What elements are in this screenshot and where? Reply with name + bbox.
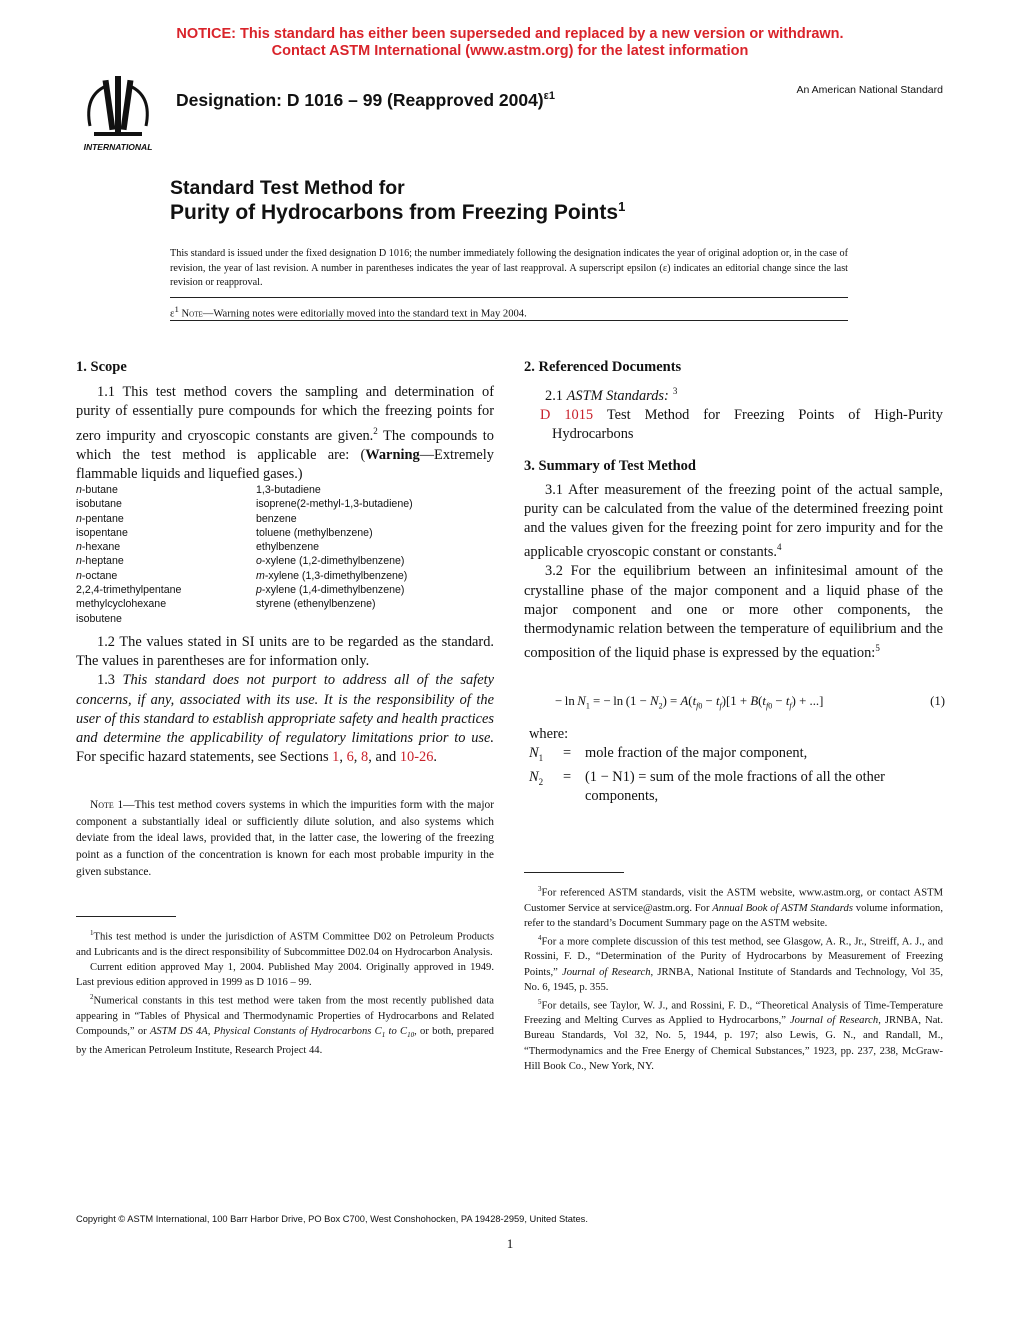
def-text: (1 − N1) = sum of the mole fractions of all the other components,: [585, 769, 885, 805]
compound-item: [76, 569, 256, 583]
referenced-heading: 2. Referenced Documents: [524, 359, 682, 375]
note-label: Note: [181, 308, 203, 320]
footnotes-right: [524, 882, 943, 1074]
footnote-text: , JRNBA, Nat. Bureau Standards, Vol 32, No. 5, 1944, p. 197; also Lewis, G. N., and Randall, M., “Thermodynamics and the Free Energy of Chemical Substances,” 1923, pp. 237, 238, McGraw-Hill Book Co., New York, NY.: [524, 1015, 943, 1072]
compound-prefix: n: [76, 512, 82, 525]
compound-prefix: n: [76, 541, 82, 554]
note-label: Note: [90, 799, 114, 811]
ref-title: Test Method for Freezing Points of High-Purity Hydrocarbons: [552, 407, 943, 443]
para-1-3: [76, 671, 494, 767]
footnote-text: Numerical constants in this test method were taken from the most recently published data appearing in “Tables of Physical and Thermodynamic Properties of Hydrocarbons and Related Compounds,” or: [76, 995, 494, 1037]
warning-text: —Extremely flammable liquids and liquefied gases.): [76, 446, 494, 482]
compound-item: [256, 583, 496, 597]
para-num: 1.1: [97, 384, 115, 401]
title-line-1: Standard Test Method for: [170, 177, 405, 199]
para-3-1: [524, 481, 943, 563]
compound-item: [76, 540, 256, 554]
compound-name: -xylene (1,2-dimethylbenzene): [261, 555, 405, 568]
compound-item: [256, 512, 496, 526]
notice-line-1: NOTICE: This standard has either been superseded and replaced by a new version or withdrawn.: [176, 26, 844, 42]
para-num: 3.1: [545, 481, 563, 498]
american-national-standard: An American National Standard: [796, 84, 943, 96]
designation-text: Designation: D 1016 – 99 (Reapproved 2004): [176, 90, 544, 110]
logo-caption: INTERNATIONAL: [83, 142, 153, 152]
compound-item: [76, 497, 256, 511]
compound-item: [76, 554, 256, 568]
epsilon-note-text: —Warning notes were editorially moved into the standard text in May 2004.: [202, 308, 527, 320]
compound-name: ethylbenzene: [256, 541, 320, 554]
para-2-1: [524, 382, 943, 406]
compound-item: [76, 526, 256, 540]
compound-name: isopentane: [76, 526, 128, 539]
footnote-sup: 1: [90, 929, 94, 937]
subscript: 1: [381, 1030, 386, 1039]
def-text: mole fraction of the major component,: [585, 745, 808, 762]
para-num: 3.2: [545, 563, 563, 580]
def-symbol: N: [529, 769, 539, 786]
compound-item: [256, 540, 496, 554]
compound-prefix: m: [256, 569, 265, 582]
compound-item: [256, 483, 496, 497]
para-1-2: [76, 633, 494, 671]
where-block: [529, 725, 943, 807]
footnote-2: [76, 990, 494, 1058]
compound-item: [256, 497, 496, 511]
def-eq: =: [563, 769, 572, 786]
footnote-rule: [76, 916, 176, 917]
compound-prefix: o: [256, 555, 262, 568]
def-sub: 1: [538, 753, 544, 764]
compound-name: -hexane: [81, 541, 121, 554]
compound-name: -xylene (1,4-dimethylbenzene): [261, 584, 405, 597]
footnote-italic: to C: [385, 1025, 408, 1037]
footnote-3: [524, 882, 943, 931]
footnote-ref: 4: [776, 542, 782, 553]
epsilon-mark: ε: [170, 308, 175, 320]
compound-prefix: n: [76, 569, 82, 582]
section-link-10-26[interactable]: 10-26: [399, 749, 434, 766]
withdrawal-notice: [0, 26, 1020, 60]
def-eq: =: [563, 745, 572, 762]
footnote-sup: 4: [538, 933, 542, 942]
compound-name: -butane: [81, 484, 118, 496]
para-num: 2.1: [545, 388, 563, 404]
and-word: and: [375, 749, 397, 766]
compound-name: benzene: [256, 512, 297, 525]
footnote-1: [76, 926, 494, 960]
punct: ,: [339, 749, 343, 766]
punct: ,: [368, 749, 372, 766]
epsilon-note: [170, 304, 527, 320]
def-n1: [529, 744, 943, 768]
compound-item: [256, 597, 496, 611]
title-text: Purity of Hydrocarbons from Freezing Points: [170, 201, 619, 224]
referenced-section: [524, 358, 943, 663]
para-text: The compounds to which the test method is applicable are: (: [76, 427, 494, 463]
footnote-text: , JRNBA, National Institute of Standards and Technology, Vol 35, No. 6, 1945, p. 355.: [524, 966, 943, 993]
compound-prefix: n: [76, 484, 82, 496]
compound-item: [76, 597, 256, 611]
compound-name: -octane: [81, 569, 118, 582]
compound-item: [76, 512, 256, 526]
d1015-link[interactable]: D 1015: [540, 407, 594, 424]
footnote-text: For a more complete discussion of this test method, see Glasgow, A. R., Jr., Streiff, A. J., and Rossini, F. D., “Determination of the Purity of Hydrocarbons by Measurement of Freezing Points,”: [524, 936, 943, 978]
equation-body: − $\ln N_1$ = − $\ln (1 - N_2) = A(t_{f0} - t_f)[1 + B(t_{f0} - t_f)$ + ...]: [555, 694, 824, 711]
note-text: —This test method covers systems in which the impurities form with the major component a substantially ideal or sufficiently dilute solution, and also systems which deviate from the ideal laws, provided that, in the latter case, the lowering of the freezing point as a function of the concentration is known for each most probable impurity in the given substance.: [76, 799, 494, 878]
def-symbol: N: [529, 745, 539, 762]
warning-label: Warning: [365, 446, 420, 463]
footnote-italic: Journal of Research: [789, 1015, 879, 1027]
footnote-ref: 5: [875, 643, 880, 654]
para-3-2: [524, 562, 943, 663]
compound-item: [256, 526, 496, 540]
compound-name: -xylene (1,3-dimethylbenzene): [264, 569, 408, 582]
para-italic: ASTM Standards:: [566, 388, 669, 404]
compound-name: 2,2,4-trimethylpentane: [76, 584, 182, 597]
footnotes-left: [76, 926, 494, 1058]
footnote-4: [524, 931, 943, 995]
compounds-list-right: [256, 483, 496, 612]
issued-paragraph: This standard is issued under the fixed designation D 1016; the number immediately following the designation indicates the year of original adoption or, in the case of revision, the year of last revision. A number in parentheses indicates the year of last reapproval. A superscript epsilon (ε) indicates an editorial change since the last revision or reapproval.: [170, 248, 848, 288]
para-1-1: [76, 383, 494, 484]
compound-item: [76, 483, 256, 497]
divider: [170, 320, 848, 321]
note-1: [76, 797, 494, 881]
scope-heading: 1. Scope: [76, 359, 127, 375]
compounds-list-left: [76, 483, 256, 626]
para-text: The values stated in SI units are to be regarded as the standard. The values in parentheses are for information only.: [76, 634, 494, 670]
compound-item: [256, 569, 496, 583]
scope-section: [76, 358, 494, 484]
compound-name: 1,3-butadiene: [256, 484, 321, 496]
epsilon-sup: 1: [174, 304, 179, 314]
footnote-text: For details, see Taylor, W. J., and Rossini, F. D., “Theoretical Analysis of Time-Temperature Freezing and Melting Curves as Applied to Hydrocarbons,”: [524, 1000, 943, 1027]
section-link-1[interactable]: 1: [332, 749, 340, 766]
compound-item: [256, 554, 496, 568]
footnote-rule: [524, 872, 624, 873]
footnote-text: Current edition approved May 1, 2004. Published May 2004. Originally approved in 1949. Last previous edition approved in 1999 as D 1016 – 99.: [76, 961, 494, 988]
footnote-5: [524, 995, 943, 1074]
para-italic: This standard does not purport to address all of the safety concerns, if any, associated with its use. It is the responsibility of the user of this standard to establish appropriate safety and health practices and determine the applicability of regulatory limitations prior to use.: [76, 672, 494, 747]
notice-line-2: Contact ASTM International (www.astm.org) for the latest information: [271, 43, 749, 59]
note-num: 1: [117, 799, 124, 811]
footnote-ref: 3: [672, 386, 678, 397]
where-label: where:: [529, 726, 569, 742]
footnote-text: This test method is under the jurisdiction of ASTM Committee D02 on Petroleum Products and Lubricants and is the direct responsibility of Subcommittee D02.04 on Hydrocarbon Analysis.: [76, 931, 494, 958]
para-num: 1.3: [97, 672, 115, 689]
footnote-text: volume information, refer to the standard’s Document Summary page on the ASTM website.: [524, 902, 944, 929]
footnote-text: For referenced ASTM standards, visit the ASTM website, www.astm.org, or contact ASTM Customer Service at service@astm.org. For: [524, 887, 943, 914]
equation-1: [555, 694, 945, 711]
footnote-ref: 2: [373, 425, 378, 436]
footnote-italic: ASTM DS 4A, Physical Constants of Hydrocarbons C: [149, 1025, 382, 1037]
para-text: For the equilibrium between an infinitesimal amount of the crystalline phase of the major component and a liquid phase of the major component and one or more other components, the thermodynamic relation between the temperature of equilibrium and the composition of the liquid phase is expressed by the equation:: [524, 563, 943, 662]
compound-name: toluene (methylbenzene): [256, 526, 373, 539]
compound-item: [76, 612, 256, 626]
page-number: 1: [506, 1236, 514, 1251]
footnote-text: , or both, prepared by the American Petroleum Institute, Research Project 44.: [76, 1025, 494, 1056]
compound-item: [76, 583, 256, 597]
compound-name: -pentane: [81, 512, 124, 525]
title-sup: 1: [618, 199, 626, 214]
ref-d1015: [524, 406, 943, 444]
footnote-sup: 5: [538, 997, 542, 1006]
compound-name: isobutene: [76, 612, 122, 625]
punct: .: [433, 749, 438, 766]
astm-logo: [76, 74, 160, 154]
section-link-6[interactable]: 6: [346, 749, 354, 766]
para-text: For specific hazard statements, see Sections: [76, 749, 329, 766]
compound-name: methylcyclohexane: [76, 598, 167, 611]
copyright: Copyright © ASTM International, 100 Barr Harbor Drive, PO Box C700, West Conshohocken, PA 19428-2959, United States.: [76, 1214, 588, 1224]
para-text: After measurement of the freezing point of the actual sample, purity can be calculated from the value of the determined freezing point and the values given for the freezing point for zero impurity and for the applicable cryoscopic constant or constants.: [524, 481, 943, 561]
para-num: 1.2: [97, 634, 115, 650]
compound-name: isoprene(2-methyl-1,3-butadiene): [256, 498, 413, 511]
compound-name: styrene (ethenylbenzene): [256, 598, 376, 611]
scope-para-1-2-1-3: [76, 633, 494, 767]
divider: [170, 297, 848, 298]
compound-prefix: n: [76, 555, 82, 568]
title-line-2: [170, 199, 625, 225]
punct: ,: [353, 749, 358, 766]
footnote-sup: 2: [90, 992, 94, 1001]
designation: [176, 90, 555, 111]
para-text: This test method covers the sampling and determination of purity of essentially pure compounds for which the freezing points for zero impurity and cryoscopic constants are given.: [76, 384, 494, 444]
footnote-sup: 3: [538, 885, 542, 893]
summary-heading: 3. Summary of Test Method: [524, 457, 696, 474]
subscript: 10: [407, 1030, 415, 1039]
equation-number: (1): [930, 694, 945, 708]
compound-prefix: p: [256, 584, 262, 597]
def-sub: 2: [538, 777, 544, 788]
compound-name: isobutane: [76, 498, 122, 511]
designation-sup: ε1: [543, 90, 555, 103]
def-n2: [529, 768, 943, 806]
section-link-8[interactable]: 8: [361, 749, 369, 766]
footnote-1b: [76, 960, 494, 990]
footnote-italic: Journal of Research: [562, 966, 651, 978]
compound-name: -heptane: [81, 555, 124, 568]
footnote-italic: Annual Book of ASTM Standards: [712, 902, 853, 914]
